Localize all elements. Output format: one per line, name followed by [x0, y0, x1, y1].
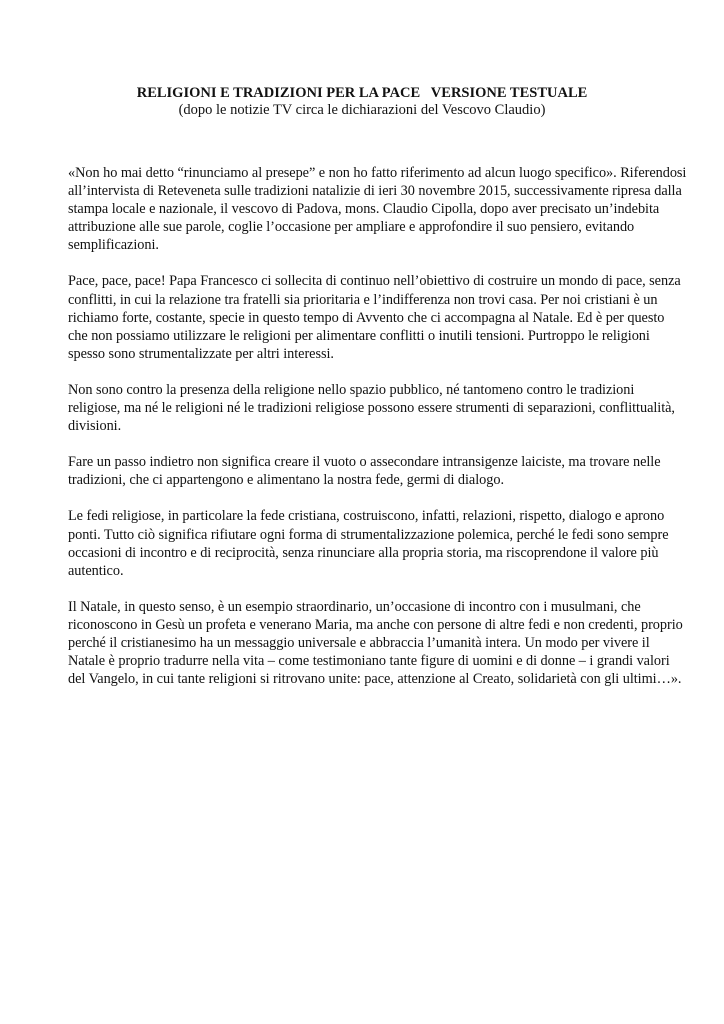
text-line: ponti. Tutto ciò significa rifiutare ogni forma di strumentalizzazione polemica, perché le fedi sono sempre	[68, 526, 669, 543]
document-body	[68, 164, 687, 706]
paragraph	[68, 453, 668, 489]
paragraph	[68, 381, 675, 435]
document-title: RELIGIONI E TRADIZIONI PER LA PACE VERSIONE TESTUALE	[136, 85, 588, 101]
text-line: conflitti, in cui la relazione tra fratelli sia prioritaria e l’indifferenza non trovi casa. Per noi cristiani è un	[68, 291, 658, 308]
paragraph	[68, 272, 681, 362]
text-line: stampa locale e nazionale, il vescovo di Padova, mons. Claudio Cipolla, dopo aver precisato un’indebita	[68, 201, 660, 218]
text-line: autentico.	[68, 562, 124, 579]
paragraph	[68, 164, 687, 254]
text-line: Pace, pace, pace! Papa Francesco ci sollecita di continuo nell’obiettivo di costruire un mondo di pace, senza	[68, 273, 681, 290]
text-line: religiose, ma né le religioni né le tradizioni religiose possono essere strumenti di separazioni, conflittualità,	[68, 400, 675, 417]
paragraph	[68, 598, 683, 688]
text-line: Fare un passo indietro non significa creare il vuoto o assecondare intransigenze laiciste, ma trovare nelle	[68, 454, 661, 471]
text-line: perché il cristianesimo ha un messaggio universale e abbraccia l’umanità intera. Un modo per vivere il	[68, 634, 650, 651]
text-line: richiamo forte, costante, specie in questo tempo di Avvento che ci accompagna al Natale. Ed è per questo	[68, 309, 665, 326]
text-line: semplificazioni.	[68, 237, 159, 254]
text-line: all’intervista di Reteveneta sulle tradizioni natalizie di ieri 30 novembre 2015, successivamente ripresa dalla	[68, 183, 682, 200]
text-line: Il Natale, in questo senso, è un esempio straordinario, un’occasione di incontro con i musulmani, che	[68, 598, 641, 615]
document-subtitle: (dopo le notizie TV circa le dichiarazioni del Vescovo Claudio)	[178, 102, 546, 118]
text-line: attribuzione alle sue parole, coglie l’occasione per ampliare e approfondire il suo pensiero, evitando	[68, 219, 635, 236]
paragraph	[68, 507, 668, 579]
text-line: Natale è proprio tradurre nella vita – come testimoniano tante figure di uomini e di donne – i grandi valori	[68, 653, 670, 670]
text-line: spesso sono strumentalizzate per altri interessi.	[68, 345, 334, 362]
text-line: «Non ho mai detto “rinunciamo al presepe” e non ho fatto riferimento ad alcun luogo specifico». Riferendosi	[68, 165, 687, 181]
text-line: tradizioni, che ci appartengono e alimentano la nostra fede, germi di dialogo.	[68, 472, 504, 489]
text-line: occasioni di incontro e di reciprocità, senza rinunciare alla propria storia, ma riscoprendone il valore più	[68, 544, 659, 561]
text-line: che non possiamo utilizzare le religioni per alimentare conflitti o inutili tensioni. Purtroppo le religioni	[68, 327, 650, 344]
text-line: divisioni.	[68, 418, 122, 435]
text-line: Non sono contro la presenza della religione nello spazio pubblico, né tantomeno contro le tradizioni	[68, 381, 635, 398]
text-line: Le fedi religiose, in particolare la fede cristiana, costruiscono, infatti, relazioni, rispetto, dialogo e aprono	[68, 508, 665, 525]
text-line: del Vangelo, in cui tante religioni si ritrovano unite: pace, attenzione al Creato, solidarietà con gli ultimi…».	[68, 671, 682, 688]
text-line: riconoscono in Gesù un profeta e venerano Maria, ma anche con persone di altre fedi e non credenti, proprio	[68, 616, 683, 633]
